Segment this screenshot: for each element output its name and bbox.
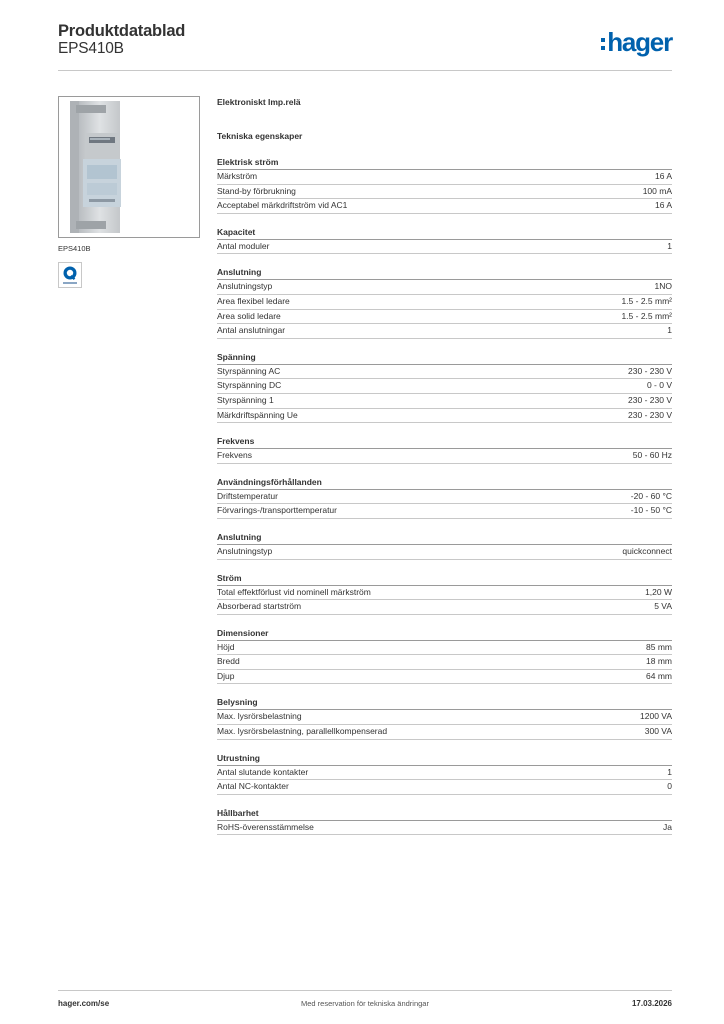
spec-row bbox=[217, 394, 672, 409]
spec-value: 1.5 - 2.5 mm² bbox=[621, 310, 672, 321]
spec-value: quickconnect bbox=[622, 545, 672, 556]
spec-row bbox=[217, 641, 672, 656]
spec-value: 0 - 0 V bbox=[646, 380, 672, 391]
spec-value: 16 A bbox=[654, 200, 672, 211]
spec-row bbox=[217, 545, 672, 560]
spec-section bbox=[217, 351, 672, 423]
spec-label: Frekvens bbox=[217, 450, 252, 461]
spec-row bbox=[217, 199, 672, 214]
spec-label: Anslutningstyp bbox=[217, 281, 273, 292]
spec-section bbox=[217, 696, 672, 739]
spec-section bbox=[217, 266, 672, 338]
spec-heading: Tekniska egenskaper bbox=[217, 131, 303, 141]
spec-row bbox=[217, 490, 672, 505]
footer-website: hager.com/se bbox=[58, 999, 110, 1008]
spec-section bbox=[217, 807, 672, 836]
page-footer bbox=[58, 990, 672, 1011]
section-title: Belysning bbox=[217, 696, 672, 710]
spec-row bbox=[217, 600, 672, 615]
spec-value: 64 mm bbox=[646, 670, 672, 681]
spec-sections bbox=[217, 156, 672, 835]
spec-label: Styrspänning 1 bbox=[217, 394, 274, 405]
spec-value: -20 - 60 °C bbox=[630, 490, 672, 501]
spec-value: 230 - 230 V bbox=[628, 394, 672, 405]
section-title: Frekvens bbox=[217, 435, 672, 449]
spec-row bbox=[217, 365, 672, 380]
section-title: Dimensioner bbox=[217, 627, 672, 641]
section-title: Hållbarhet bbox=[217, 807, 672, 821]
spec-section bbox=[217, 752, 672, 795]
hager-logo bbox=[601, 28, 672, 56]
spec-label: Förvarings-/transporttemperatur bbox=[217, 505, 337, 516]
spec-value: 1NO bbox=[654, 281, 672, 292]
spec-row bbox=[217, 240, 672, 255]
spec-label: Höjd bbox=[217, 641, 235, 652]
section-title: Anslutning bbox=[217, 266, 672, 280]
spec-section bbox=[217, 531, 672, 560]
spec-value: 1,20 W bbox=[645, 586, 672, 597]
spec-value: -10 - 50 °C bbox=[630, 505, 672, 516]
spec-row bbox=[217, 655, 672, 670]
spec-value: 85 mm bbox=[646, 641, 672, 652]
spec-row bbox=[217, 310, 672, 325]
spec-section bbox=[217, 226, 672, 255]
section-title: Spänning bbox=[217, 351, 672, 365]
spec-label: Total effektförlust vid nominell märkström bbox=[217, 586, 371, 597]
logo-text: hager bbox=[607, 27, 672, 57]
spec-row bbox=[217, 670, 672, 685]
section-title: Ström bbox=[217, 572, 672, 586]
spec-row bbox=[217, 324, 672, 339]
spec-row bbox=[217, 379, 672, 394]
spec-value: 50 - 60 Hz bbox=[632, 450, 672, 461]
spec-section bbox=[217, 435, 672, 464]
spec-value: 1.5 - 2.5 mm² bbox=[621, 295, 672, 306]
spec-value: Ja bbox=[663, 821, 672, 832]
product-code: EPS410B bbox=[58, 40, 124, 57]
spec-label: Märkdriftspänning Ue bbox=[217, 409, 298, 420]
spec-value: 100 mA bbox=[642, 185, 672, 196]
spec-label: Acceptabel märkdriftström vid AC1 bbox=[217, 200, 348, 211]
spec-row bbox=[217, 504, 672, 519]
spec-row bbox=[217, 280, 672, 295]
spec-value: 1200 VA bbox=[640, 711, 672, 722]
spec-label: Antal slutande kontakter bbox=[217, 766, 309, 777]
technical-specifications bbox=[217, 96, 672, 835]
spec-label: Anslutningstyp bbox=[217, 545, 273, 556]
spec-label: Max. lysrörsbelastning bbox=[217, 711, 302, 722]
spec-row bbox=[217, 449, 672, 464]
quality-certification-badge-icon bbox=[58, 262, 82, 288]
section-title: Användningsförhållanden bbox=[217, 476, 672, 490]
spec-label: Antal anslutningar bbox=[217, 325, 286, 336]
spec-value: 5 VA bbox=[654, 601, 672, 612]
product-caption: EPS410B bbox=[58, 244, 91, 253]
spec-value: 230 - 230 V bbox=[628, 409, 672, 420]
spec-section bbox=[217, 572, 672, 615]
spec-value: 16 A bbox=[654, 171, 672, 181]
footer-date: 17.03.2026 bbox=[631, 999, 672, 1008]
spec-value: 1 bbox=[667, 766, 672, 777]
spec-row bbox=[217, 586, 672, 601]
spec-label: Area solid ledare bbox=[217, 310, 281, 321]
section-title: Kapacitet bbox=[217, 226, 672, 240]
spec-section bbox=[217, 156, 672, 214]
document-title: Produktdatablad bbox=[58, 22, 186, 40]
spec-label: Djup bbox=[217, 670, 235, 681]
spec-label: Styrspänning DC bbox=[217, 380, 282, 391]
spec-value: 230 - 230 V bbox=[628, 365, 672, 376]
spec-value: 1 bbox=[667, 325, 672, 336]
modular-relay-device-icon bbox=[59, 97, 199, 237]
page-header bbox=[58, 20, 672, 71]
spec-label: Antal moduler bbox=[217, 240, 270, 251]
spec-label: Driftstemperatur bbox=[217, 490, 278, 501]
spec-section bbox=[217, 476, 672, 519]
spec-label: RoHS-överensstämmelse bbox=[217, 821, 314, 832]
spec-value: 300 VA bbox=[644, 726, 672, 737]
footer-disclaimer: Med reservation för tekniska ändringar bbox=[301, 999, 429, 1008]
spec-section bbox=[217, 627, 672, 685]
spec-label: Stand-by förbrukning bbox=[217, 185, 296, 196]
spec-row bbox=[217, 185, 672, 200]
spec-value: 1 bbox=[667, 240, 672, 251]
spec-row bbox=[217, 766, 672, 781]
spec-row bbox=[217, 725, 672, 740]
spec-label: Antal NC-kontakter bbox=[217, 781, 289, 792]
spec-row bbox=[217, 409, 672, 424]
spec-row bbox=[217, 780, 672, 795]
section-title: Elektrisk ström bbox=[217, 156, 672, 170]
section-title: Anslutning bbox=[217, 531, 672, 545]
spec-row bbox=[217, 295, 672, 310]
spec-label: Max. lysrörsbelastning, parallellkompenserad bbox=[217, 726, 388, 737]
spec-row bbox=[217, 710, 672, 725]
logo-dots-icon bbox=[601, 38, 605, 50]
spec-label: Märkström bbox=[217, 171, 258, 181]
spec-row bbox=[217, 821, 672, 836]
product-image bbox=[58, 96, 200, 238]
spec-label: Bredd bbox=[217, 656, 240, 667]
spec-row bbox=[217, 170, 672, 185]
spec-value: 18 mm bbox=[646, 656, 672, 667]
spec-label: Styrspänning AC bbox=[217, 365, 281, 376]
spec-value: 0 bbox=[667, 781, 672, 792]
spec-label: Absorberad startström bbox=[217, 601, 302, 612]
section-title: Utrustning bbox=[217, 752, 672, 766]
spec-label: Area flexibel ledare bbox=[217, 295, 290, 306]
product-description: Elektroniskt Imp.relä bbox=[217, 97, 301, 107]
